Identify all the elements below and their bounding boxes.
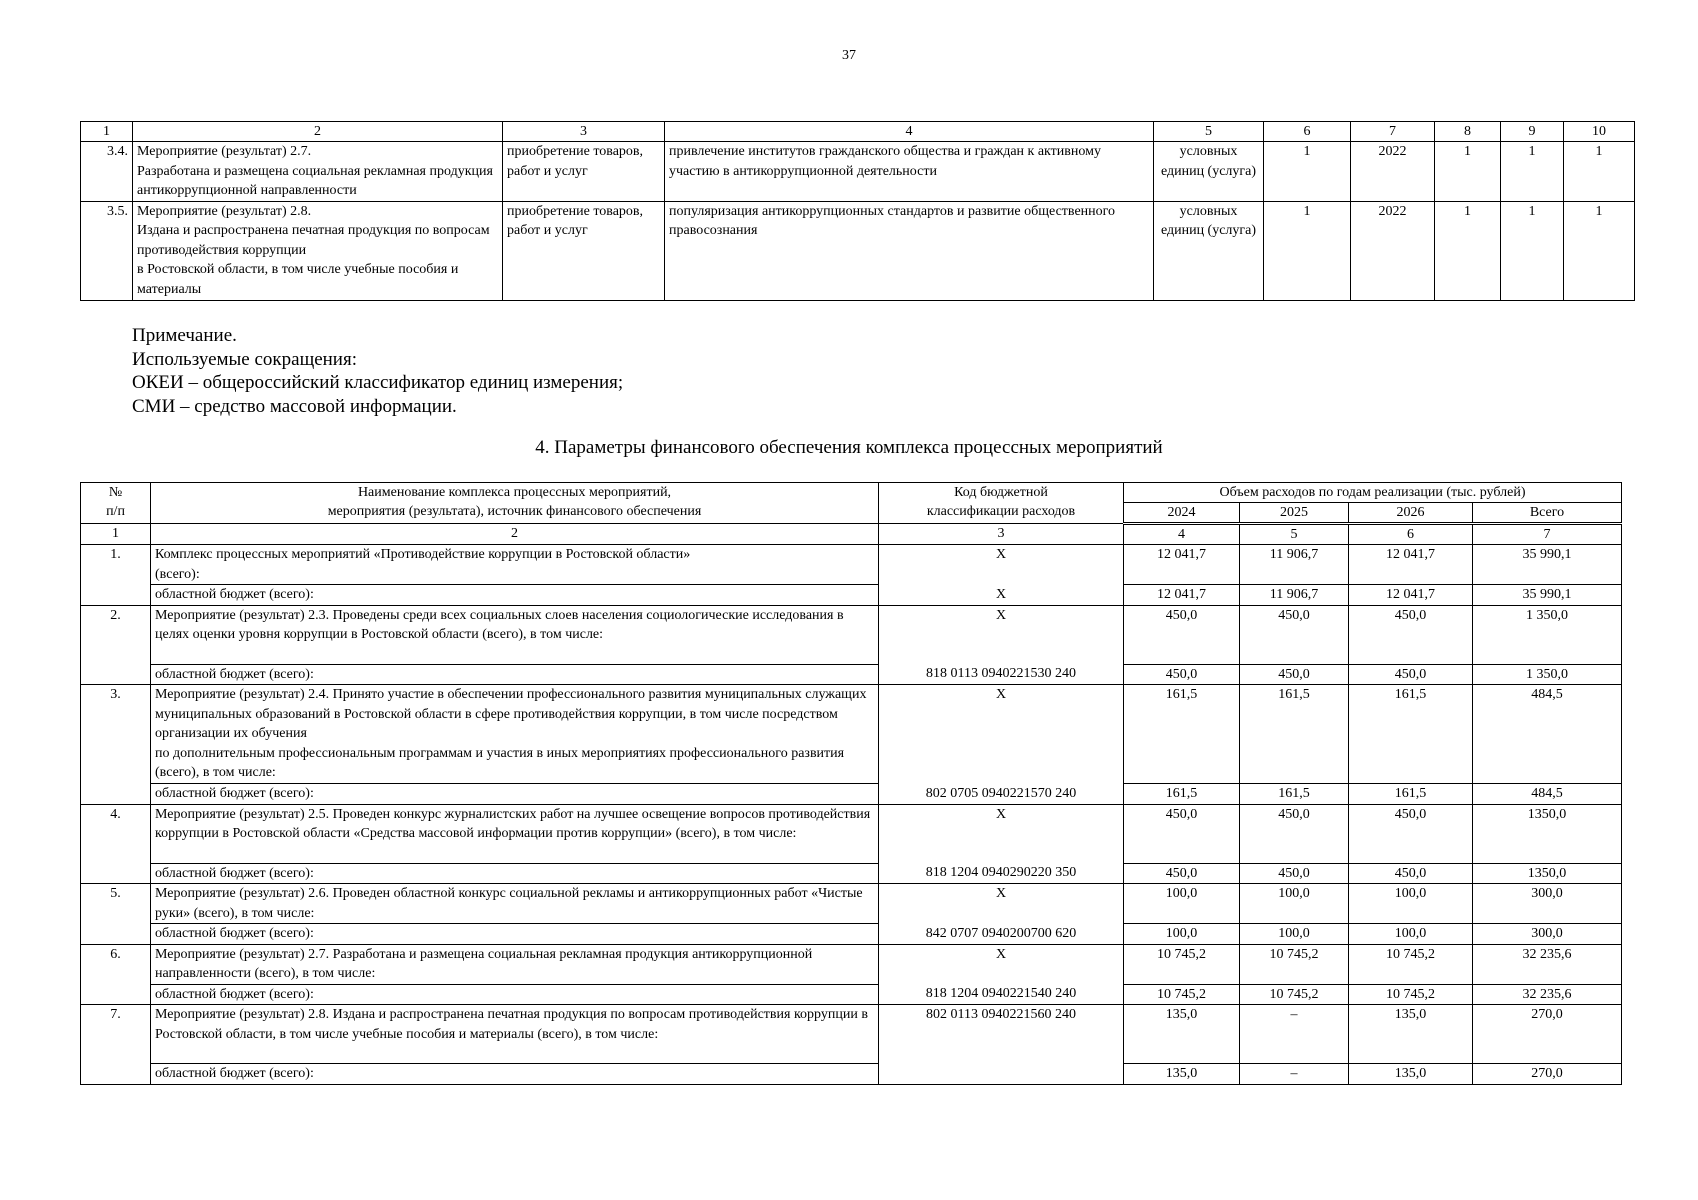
row-unit: условных единиц (услуга) <box>1154 201 1264 300</box>
row-number: 6. <box>81 944 151 1005</box>
row-code: Х <box>879 545 1124 585</box>
header-cell: 2 <box>133 122 503 142</box>
row-value-2024: 135,0 <box>1124 1005 1240 1064</box>
subrow-value-total: 484,5 <box>1473 784 1622 805</box>
index-cell: 7 <box>1473 524 1622 545</box>
header-total: Всего <box>1473 503 1622 524</box>
subrow-code: 802 0705 0940221570 240 <box>879 784 1124 805</box>
subrow-value-2025: 450,0 <box>1240 863 1349 884</box>
row-value-total: 1350,0 <box>1473 804 1622 863</box>
row-value-2025: 161,5 <box>1240 685 1349 784</box>
subrow-value-2025: 450,0 <box>1240 664 1349 685</box>
row-number: 5. <box>81 884 151 945</box>
subrow-value-2025: 100,0 <box>1240 924 1349 945</box>
row-value-2024: 100,0 <box>1124 884 1240 924</box>
table-row <box>81 884 1622 924</box>
row-unit: условных единиц (услуга) <box>1154 142 1264 202</box>
subrow-value-2026: 135,0 <box>1349 1064 1473 1085</box>
row-value-2024: 10 745,2 <box>1124 944 1240 984</box>
row-name: Комплекс процессных мероприятий «Противодействие коррупции в Ростовской области» (всего): <box>151 545 879 585</box>
subrow-value-2024: 135,0 <box>1124 1064 1240 1085</box>
table-subrow <box>81 863 1622 884</box>
row-number: 3.4. <box>81 142 133 202</box>
table-row <box>81 804 1622 863</box>
subrow-value-total: 32 235,6 <box>1473 984 1622 1005</box>
subrow-name: областной бюджет (всего): <box>151 924 879 945</box>
subrow-value-2026: 10 745,2 <box>1349 984 1473 1005</box>
subrow-value-2024: 450,0 <box>1124 863 1240 884</box>
subrow-value-total: 1350,0 <box>1473 863 1622 884</box>
row-code: 802 0113 0940221560 240 <box>879 1005 1124 1064</box>
note-title: Примечание. <box>132 325 237 346</box>
row-value-2024: 161,5 <box>1124 685 1240 784</box>
subrow-value-2024: 161,5 <box>1124 784 1240 805</box>
note-line: СМИ – средство массовой информации. <box>132 395 457 417</box>
note-line: Используемые сокращения: <box>132 348 357 370</box>
row-number: 3.5. <box>81 201 133 300</box>
subrow-name: областной бюджет (всего): <box>151 664 879 685</box>
row-value-2026: 100,0 <box>1349 884 1473 924</box>
table-subrow <box>81 984 1622 1005</box>
table-row <box>81 685 1622 784</box>
finance-table <box>80 482 1622 1085</box>
subrow-value-2025: 11 906,7 <box>1240 585 1349 606</box>
subrow-name: областной бюджет (всего): <box>151 784 879 805</box>
subrow-value-total: 300,0 <box>1473 924 1622 945</box>
table-subrow <box>81 664 1622 685</box>
row-value-total: 270,0 <box>1473 1005 1622 1064</box>
note-block <box>132 324 623 418</box>
index-cell: 6 <box>1349 524 1473 545</box>
index-cell: 1 <box>81 524 151 545</box>
header-year: 2025 <box>1240 503 1349 524</box>
row-description: популяризация антикоррупционных стандартов и развитие общественного правосознания <box>665 201 1154 300</box>
row-value-2025: 11 906,7 <box>1240 545 1349 585</box>
page-number: 37 <box>842 48 856 63</box>
index-cell: 3 <box>879 524 1124 545</box>
header-code: Код бюджетной классификации расходов <box>879 483 1124 524</box>
subrow-value-2024: 12 041,7 <box>1124 585 1240 606</box>
index-cell: 4 <box>1124 524 1240 545</box>
row-year: 2022 <box>1351 142 1435 202</box>
header-year: 2024 <box>1124 503 1240 524</box>
subrow-value-2026: 12 041,7 <box>1349 585 1473 606</box>
subrow-value-total: 1 350,0 <box>1473 664 1622 685</box>
row-value-2025: 10 745,2 <box>1240 944 1349 984</box>
table-row <box>81 1005 1622 1064</box>
row-value-2026: 10 745,2 <box>1349 944 1473 984</box>
row-value: 1 <box>1501 142 1564 202</box>
row-value: 1 <box>1501 201 1564 300</box>
subrow-value-total: 270,0 <box>1473 1064 1622 1085</box>
row-description: привлечение институтов гражданского общества и граждан к активному участию в антикоррупционной деятельности <box>665 142 1154 202</box>
row-year: 2022 <box>1351 201 1435 300</box>
subrow-name: областной бюджет (всего): <box>151 1064 879 1085</box>
subrow-code: 818 1204 0940221540 240 <box>879 984 1124 1005</box>
row-value: 1 <box>1564 142 1635 202</box>
subrow-value-2025: 161,5 <box>1240 784 1349 805</box>
subrow-code <box>879 1064 1124 1085</box>
row-value-2024: 450,0 <box>1124 605 1240 664</box>
section-title: 4. Параметры финансового обеспечения комплекса процессных мероприятий <box>535 437 1163 458</box>
row-value: 1 <box>1264 201 1351 300</box>
row-code: Х <box>879 884 1124 924</box>
row-value: 1 <box>1435 142 1501 202</box>
row-number: 3. <box>81 685 151 805</box>
index-cell: 2 <box>151 524 879 545</box>
row-type: приобретение товаров, работ и услуг <box>503 201 665 300</box>
row-value: 1 <box>1435 201 1501 300</box>
index-cell: 5 <box>1240 524 1349 545</box>
row-value-2026: 135,0 <box>1349 1005 1473 1064</box>
subrow-value-2026: 161,5 <box>1349 784 1473 805</box>
header-year: 2026 <box>1349 503 1473 524</box>
table-subrow <box>81 784 1622 805</box>
header-cell: 10 <box>1564 122 1635 142</box>
table-subrow <box>81 924 1622 945</box>
header-name: Наименование комплекса процессных мероприятий, мероприятия (результата), источник финансового обеспечения <box>151 483 879 524</box>
row-value-2025: – <box>1240 1005 1349 1064</box>
header-cell: 7 <box>1351 122 1435 142</box>
row-code: Х <box>879 944 1124 984</box>
row-number: 1. <box>81 545 151 606</box>
row-value: 1 <box>1564 201 1635 300</box>
row-value-2025: 450,0 <box>1240 605 1349 664</box>
row-value-2024: 12 041,7 <box>1124 545 1240 585</box>
row-number: 7. <box>81 1005 151 1085</box>
results-table <box>80 121 1635 301</box>
header-cell: 3 <box>503 122 665 142</box>
row-name: Мероприятие (результат) 2.6. Проведен областной конкурс социальной рекламы и антикоррупционных работ «Чистые руки» (всего), в том числе: <box>151 884 879 924</box>
table-subrow <box>81 585 1622 606</box>
subrow-code: 818 1204 0940290220 350 <box>879 863 1124 884</box>
table-subrow <box>81 1064 1622 1085</box>
header-cell: 4 <box>665 122 1154 142</box>
subrow-value-2026: 450,0 <box>1349 664 1473 685</box>
row-value-2026: 450,0 <box>1349 605 1473 664</box>
row-name: Мероприятие (результат) 2.8. Издана и распространена печатная продукция по вопросам противодействия коррупции в Ростовской области, в том числе учебные пособия и материалы (всего), в том числе: <box>151 1005 879 1064</box>
subrow-code: 842 0707 0940200700 620 <box>879 924 1124 945</box>
header-cell: 9 <box>1501 122 1564 142</box>
table-row <box>81 944 1622 984</box>
row-value-2026: 450,0 <box>1349 804 1473 863</box>
row-value-total: 32 235,6 <box>1473 944 1622 984</box>
row-value-2025: 100,0 <box>1240 884 1349 924</box>
subrow-name: областной бюджет (всего): <box>151 984 879 1005</box>
header-cell: 5 <box>1154 122 1264 142</box>
row-value-2026: 12 041,7 <box>1349 545 1473 585</box>
row-value-total: 1 350,0 <box>1473 605 1622 664</box>
row-code: Х <box>879 685 1124 784</box>
table-row <box>81 605 1622 664</box>
row-number: 2. <box>81 605 151 685</box>
note-line: ОКЕИ – общероссийский классификатор единиц измерения; <box>132 372 624 393</box>
row-value-2026: 161,5 <box>1349 685 1473 784</box>
subrow-name: областной бюджет (всего): <box>151 863 879 884</box>
subrow-value-2024: 100,0 <box>1124 924 1240 945</box>
subrow-code: 818 0113 0940221530 240 <box>879 664 1124 685</box>
header-num: № п/п <box>81 483 151 524</box>
row-name: Мероприятие (результат) 2.3. Проведены среди всех социальных слоев населения социологические исследования в целях оценки уровня коррупции в Ростовской области (всего), в том числе: <box>151 605 879 664</box>
table-row <box>81 142 1635 202</box>
row-code: Х <box>879 605 1124 664</box>
row-name: Мероприятие (результат) 2.4. Принято участие в обеспечении профессионального развития муниципальных служащих муниципальных образований в Ростовской области в сфере противодействия коррупции, в том числе посредством организации их обучения по дополнительным профессиональным программам и участия в иных мероприятиях профессионального развития (всего), в том числе: <box>151 685 879 784</box>
row-name: Мероприятие (результат) 2.7. Разработана и размещена социальная рекламная продукция антикоррупционной направленности <box>133 142 503 202</box>
subrow-value-2025: – <box>1240 1064 1349 1085</box>
subrow-value-total: 35 990,1 <box>1473 585 1622 606</box>
row-value-total: 35 990,1 <box>1473 545 1622 585</box>
header-volume: Объем расходов по годам реализации (тыс. рублей) <box>1124 483 1622 503</box>
subrow-name: областной бюджет (всего): <box>151 585 879 606</box>
row-name: Мероприятие (результат) 2.5. Проведен конкурс журналистских работ на лучшее освещение вопросов противодействия коррупции в Ростовской области «Средства массовой информации против коррупции» (всего), в том числе: <box>151 804 879 863</box>
row-value-2025: 450,0 <box>1240 804 1349 863</box>
row-code: Х <box>879 804 1124 863</box>
row-type: приобретение товаров, работ и услуг <box>503 142 665 202</box>
row-name: Мероприятие (результат) 2.7. Разработана и размещена социальная рекламная продукция антикоррупционной направленности (всего), в том числе: <box>151 944 879 984</box>
header-cell: 8 <box>1435 122 1501 142</box>
subrow-value-2026: 100,0 <box>1349 924 1473 945</box>
table-row <box>81 201 1635 300</box>
table-header-row <box>81 483 1622 503</box>
subrow-value-2026: 450,0 <box>1349 863 1473 884</box>
row-value-total: 484,5 <box>1473 685 1622 784</box>
row-value-total: 300,0 <box>1473 884 1622 924</box>
row-value-2024: 450,0 <box>1124 804 1240 863</box>
subrow-value-2024: 10 745,2 <box>1124 984 1240 1005</box>
row-number: 4. <box>81 804 151 884</box>
table-header-row <box>81 122 1635 142</box>
table-row <box>81 545 1622 585</box>
table-index-row <box>81 524 1622 545</box>
row-name: Мероприятие (результат) 2.8. Издана и распространена печатная продукция по вопросам противодействия коррупции в Ростовской области, в том числе учебные пособия и материалы <box>133 201 503 300</box>
subrow-value-2025: 10 745,2 <box>1240 984 1349 1005</box>
subrow-value-2024: 450,0 <box>1124 664 1240 685</box>
subrow-code: Х <box>879 585 1124 606</box>
header-cell: 1 <box>81 122 133 142</box>
row-value: 1 <box>1264 142 1351 202</box>
header-cell: 6 <box>1264 122 1351 142</box>
